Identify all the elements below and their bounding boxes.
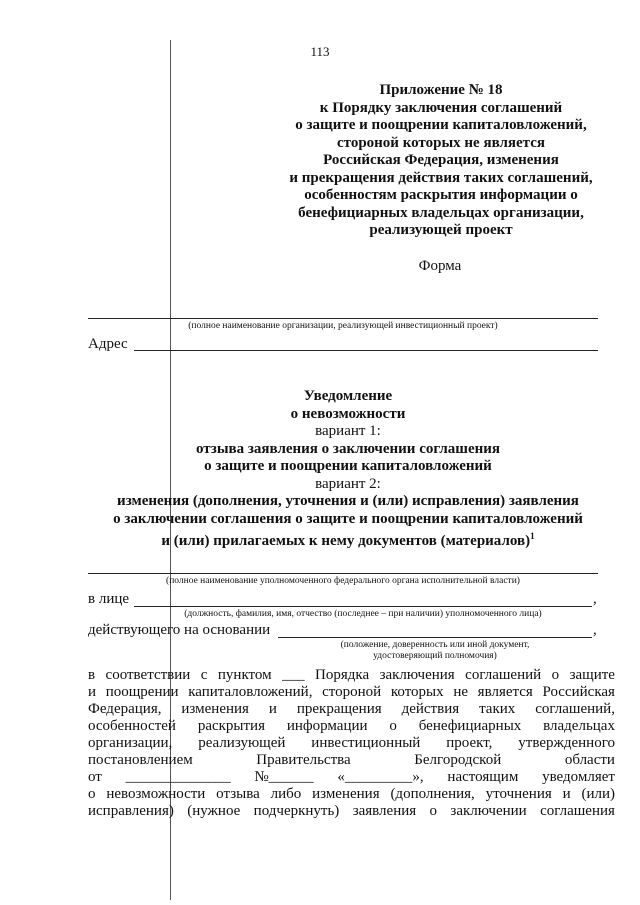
body-word: прекращения: [296, 701, 382, 717]
variant2-line: о заключении соглашения о защите и поощрении капиталовложений: [113, 510, 583, 527]
body-word: и: [88, 684, 97, 700]
body-word: поощрении: [105, 684, 179, 700]
variant2-label: вариант 2:: [315, 475, 381, 492]
appendix-header: [260, 82, 622, 240]
body-word: Российская: [542, 684, 615, 700]
appendix-line: стороной которых не является: [336, 134, 545, 151]
address-label: Адрес: [88, 336, 128, 352]
body-word: (нужное: [187, 803, 241, 819]
body-word: Правительства: [256, 752, 351, 768]
body-line: [88, 769, 615, 786]
body-word: отзыва: [216, 786, 260, 802]
body-word: защите: [569, 667, 615, 683]
basis-caption-line: (положение, доверенность или иной документ,: [340, 640, 530, 650]
body-word: ______________: [125, 769, 231, 785]
body-word: в: [88, 667, 96, 683]
body-line: [88, 803, 615, 820]
body-word: Белгородской: [414, 752, 502, 768]
body-word: информации: [286, 718, 368, 734]
body-word: ___: [282, 667, 305, 683]
notice-block: [78, 388, 618, 551]
body-word: Федерация,: [88, 701, 162, 717]
body-word: соглашений,: [535, 701, 615, 717]
body-word: либо: [270, 786, 302, 802]
body-word: и: [268, 701, 277, 717]
body-word: утвержденного: [518, 735, 615, 751]
variant1-line: отзыва заявления о заключении соглашения: [195, 440, 501, 457]
body-word: настоящим: [447, 769, 519, 785]
body-line: [88, 752, 615, 769]
body-word: о: [389, 718, 397, 734]
appendix-line: Приложение № 18: [379, 82, 503, 98]
body-word: исправления): [88, 803, 174, 819]
person-caption: (должность, фамилия, имя, отчество (последнее – при наличии) уполномоченного лица): [184, 609, 542, 619]
page-number: 113: [310, 44, 330, 59]
body-line: [88, 786, 615, 803]
basis-comma: ,: [593, 622, 597, 638]
body-word: владельцах: [543, 718, 615, 734]
appendix-line: Российская Федерация, изменения: [323, 152, 559, 168]
in-person-label: в лице: [88, 591, 130, 607]
body-word: и: [562, 786, 571, 802]
body-word: области: [564, 752, 615, 768]
basis-caption: [278, 640, 592, 662]
org-caption: (полное наименование организации, реализующей инвестиционный проект): [188, 321, 498, 331]
body-word: (дополнения,: [390, 786, 475, 802]
form-label: Форма: [418, 258, 462, 274]
variant1-line: о защите и поощрении капиталовложений: [204, 458, 492, 474]
address-line[interactable]: [134, 350, 598, 351]
body-line: [88, 684, 615, 701]
variant2-line-text: и (или) прилагаемых к нему документов (материалов): [161, 533, 531, 549]
body-word: заключении: [450, 803, 527, 819]
body-line: [88, 701, 615, 718]
appendix-line: и прекращения действия таких соглашений,: [289, 169, 593, 186]
body-word: организации,: [88, 735, 173, 751]
body-line: [88, 735, 615, 752]
body-word: раскрытия: [197, 718, 265, 734]
basis-line[interactable]: [278, 637, 592, 638]
variant1-label: вариант 1:: [315, 423, 381, 439]
body-word: о: [429, 803, 438, 819]
body-word: соответствии: [105, 667, 191, 683]
body-word: Порядка: [315, 667, 370, 683]
appendix-line: реализующей проект: [369, 222, 513, 238]
body-word: инвестиционный: [311, 735, 421, 751]
body-word: соглашений: [465, 667, 542, 683]
body-word: о: [88, 786, 96, 802]
appendix-line: особенностям раскрытия информации о: [304, 187, 578, 203]
body-word: изменения: [312, 786, 380, 802]
body-line: [88, 667, 615, 684]
body-word: таких: [479, 701, 516, 717]
footnote-mark: 1: [530, 531, 535, 541]
body-word: уведомляет: [542, 769, 615, 785]
body-word: (или): [581, 786, 615, 802]
body-word: пунктом: [217, 667, 272, 683]
authority-name-line[interactable]: [88, 573, 598, 574]
person-comma: ,: [593, 591, 597, 607]
body-word: стороной: [322, 684, 382, 700]
body-word: №______: [254, 769, 314, 785]
body-word: заключения: [379, 667, 455, 683]
body-word: невозможности: [106, 786, 206, 802]
variant2-line: изменения (дополнения, уточнения и (или) исправления) заявления: [117, 493, 579, 509]
notice-title: Уведомление: [303, 388, 393, 404]
body-word: подчеркнуть): [253, 803, 340, 819]
appendix-line: о защите и поощрении капиталовложений,: [295, 117, 587, 133]
org-name-line[interactable]: [88, 318, 598, 319]
body-word: особенностей: [88, 718, 176, 734]
notice-subtitle: о невозможности: [290, 405, 406, 422]
variant2-line: [78, 528, 618, 551]
body-word: бенефициарных: [418, 718, 522, 734]
body-word: проект,: [446, 735, 493, 751]
body-word: которых: [390, 684, 444, 700]
body-word: с: [200, 667, 208, 683]
body-word: «_________»,: [337, 769, 424, 785]
body-word: от: [88, 769, 102, 785]
body-word: не: [453, 684, 468, 700]
body-word: заявления: [352, 803, 417, 819]
authority-caption: (полное наименование уполномоченного федерального органа исполнительной власти): [166, 576, 520, 586]
body-word: является: [477, 684, 533, 700]
body-line: [88, 718, 615, 735]
body-word: постановлением: [88, 752, 193, 768]
person-line[interactable]: [134, 606, 592, 607]
body-word: уточнения: [485, 786, 552, 802]
appendix-line: бенефициарных владельцах организации,: [298, 204, 584, 221]
appendix-line: к Порядку заключения соглашений: [319, 99, 563, 116]
body-word: изменения: [181, 701, 249, 717]
body-word: действия: [401, 701, 460, 717]
basis-label: действующего на основании: [88, 622, 271, 638]
body-word: о: [551, 667, 560, 683]
body-word: соглашения: [540, 803, 615, 819]
body-word: капиталовложений,: [188, 684, 313, 700]
basis-caption-line: удостоверяющий полномочия): [373, 651, 497, 661]
body-word: реализующей: [198, 735, 286, 751]
